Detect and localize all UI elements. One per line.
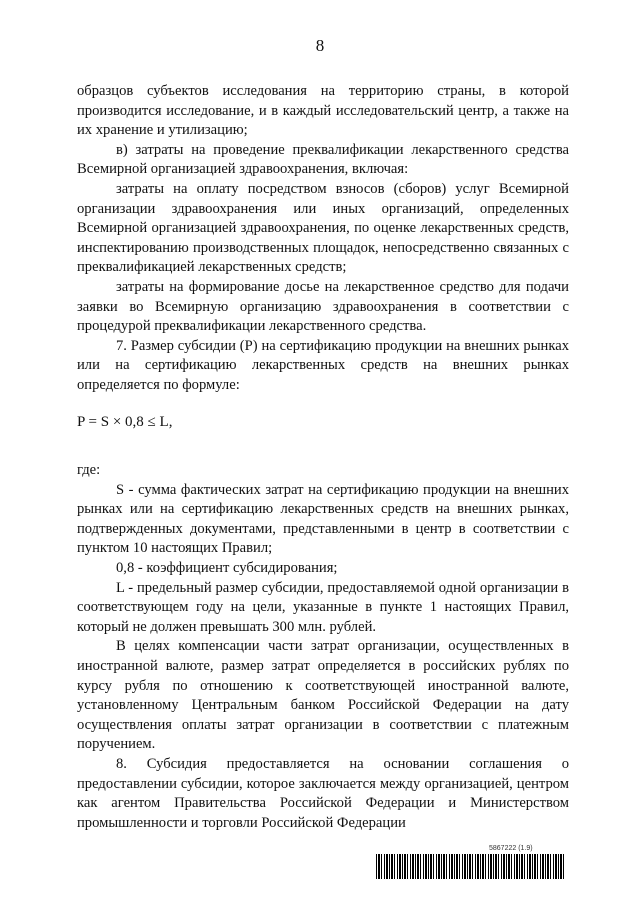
barcode-number: 5867222 (1.9) [489,845,533,852]
paragraph: затраты на оплату посредством взносов (сборов) услуг Всемирной организации здравоохранения или иных организаций, определенных Всемирной организацией здравоохранения, по оценке лекарственных средств, инспектированию производственных площадок, непосредственно связанных с преквалификацией лекарственных средств; [77,180,569,276]
paragraph: затраты на формирование досье на лекарственное средство для подачи заявки во Всемирную организацию здравоохранения в соответствии с процедурой преквалификации лекарственного средства. [77,278,569,335]
document-body [77,82,569,833]
paragraph: 7. Размер субсидии (P) на сертификацию продукции на внешних рынках или на сертификацию лекарственных средств на внешних рынках определяется по формуле: [77,337,569,393]
paragraph: 8. Субсидия предоставляется на основании соглашения о предоставлении субсидии, которое заключается между организацией, центром как агентом Правительства Российской Федерации и Министерством промышленности и торговли Российской Федерации [77,756,569,831]
paragraph: В целях компенсации части затрат организации, осуществленных в иностранной валюте, размер затрат определяется в российских рублях по курсу рубля по отношению к соответствующей иностранной валюте, установленному Центральным банком Российской Федерации на дату осуществления оплаты затрат организации в соответствии с платежным поручением. [77,638,569,753]
formula: P = S × 0,8 ≤ L, [77,413,173,430]
paragraph: S - сумма фактических затрат на сертификацию продукции на внешних рынках или на сертификацию лекарственных средств на внешних рынках, подтвержденных документами, представленными в центр в соответствии с пунктом 10 настоящих Правил; [77,481,569,557]
paragraph: образцов субъектов исследования на территорию страны, в которой производится исследование, и в каждый исследовательский центр, а также на их хранение и утилизацию; [77,83,569,139]
paragraph: 0,8 - коэффициент субсидирования; [116,560,338,577]
paragraph: где: [77,462,101,479]
barcode-image [376,854,566,879]
paragraph: L - предельный размер субсидии, предоставляемой одной организации в соответствующем году на цели, указанные в пункте 1 настоящих Правил, который не должен превышать 300 млн. рублей. [77,579,569,635]
paragraph: в) затраты на проведение преквалификации лекарственного средства Всемирной организацией здравоохранения, включая: [77,141,569,178]
page-number: 8 [315,36,325,55]
